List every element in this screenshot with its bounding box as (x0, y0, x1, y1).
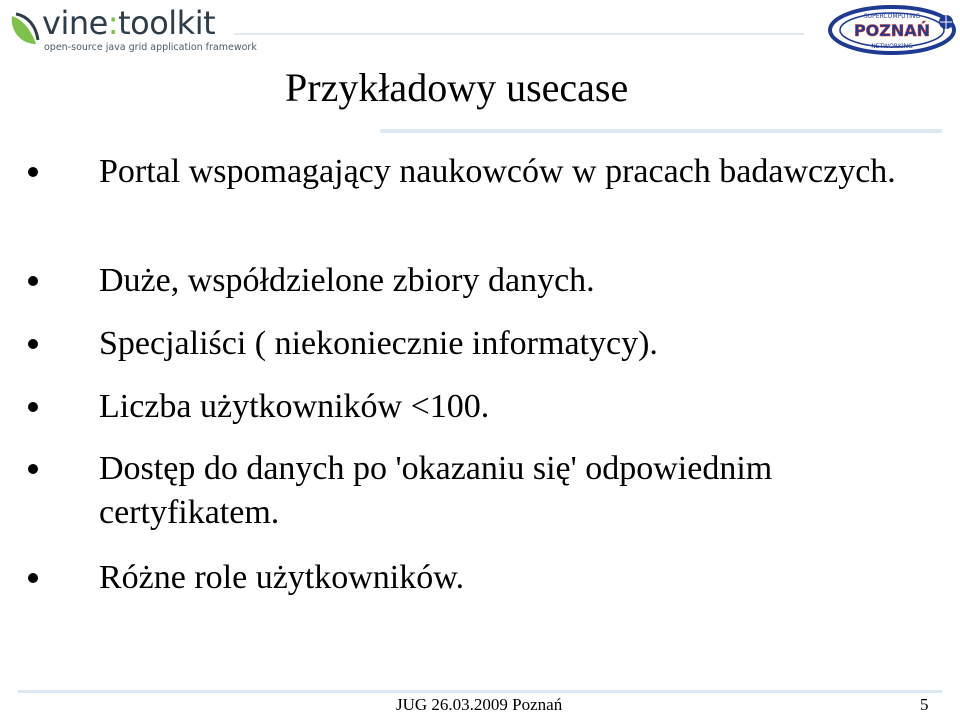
bullet-text: Dostęp do danych po 'okazaniu się' odpowiednim certyfikatem. (99, 450, 773, 531)
vine-leaf-icon (6, 10, 46, 50)
title-divider (380, 129, 942, 133)
bullet-dot-icon (28, 339, 38, 349)
poznan-supercomputing-logo (826, 4, 958, 56)
logo-word-colon: : (107, 4, 119, 42)
bullet-text: Specjaliści ( niekoniecznie informatycy). (99, 325, 658, 362)
page-number: 5 (920, 695, 929, 714)
footer-text: JUG 26.03.2009 Poznań (396, 695, 563, 714)
bullet-text: Liczba użytkowników <100. (99, 388, 490, 425)
vine-toolkit-logo (6, 4, 257, 56)
logo-word-tail: toolkit (118, 4, 216, 42)
logo-wordmark (42, 4, 215, 42)
slide-title: Przykładowy usecase (285, 65, 629, 110)
bullet-text: Różne role użytkowników. (99, 559, 465, 596)
logo-arc-bottom: NETWORKING (871, 43, 913, 50)
bullet-dot-icon (28, 573, 38, 583)
logo-tagline: open-source java grid application framework (44, 42, 257, 53)
bullet-dot-icon (28, 464, 38, 474)
bullet-text: Duże, współdzielone zbiory danych. (99, 262, 595, 299)
logo-poznan-name: POZNAŃ (853, 21, 931, 40)
bullet-dot-icon (28, 167, 38, 177)
footer-divider (18, 690, 942, 693)
bullet-dot-icon (28, 276, 38, 286)
logo-arc-top: SUPERCOMPUTING (863, 13, 921, 20)
bullet-dot-icon (28, 402, 38, 412)
logo-word-main: vine (42, 4, 108, 42)
bullet-text: Portal wspomagający naukowców w pracach badawczych. (99, 153, 896, 190)
header-divider (234, 33, 804, 35)
